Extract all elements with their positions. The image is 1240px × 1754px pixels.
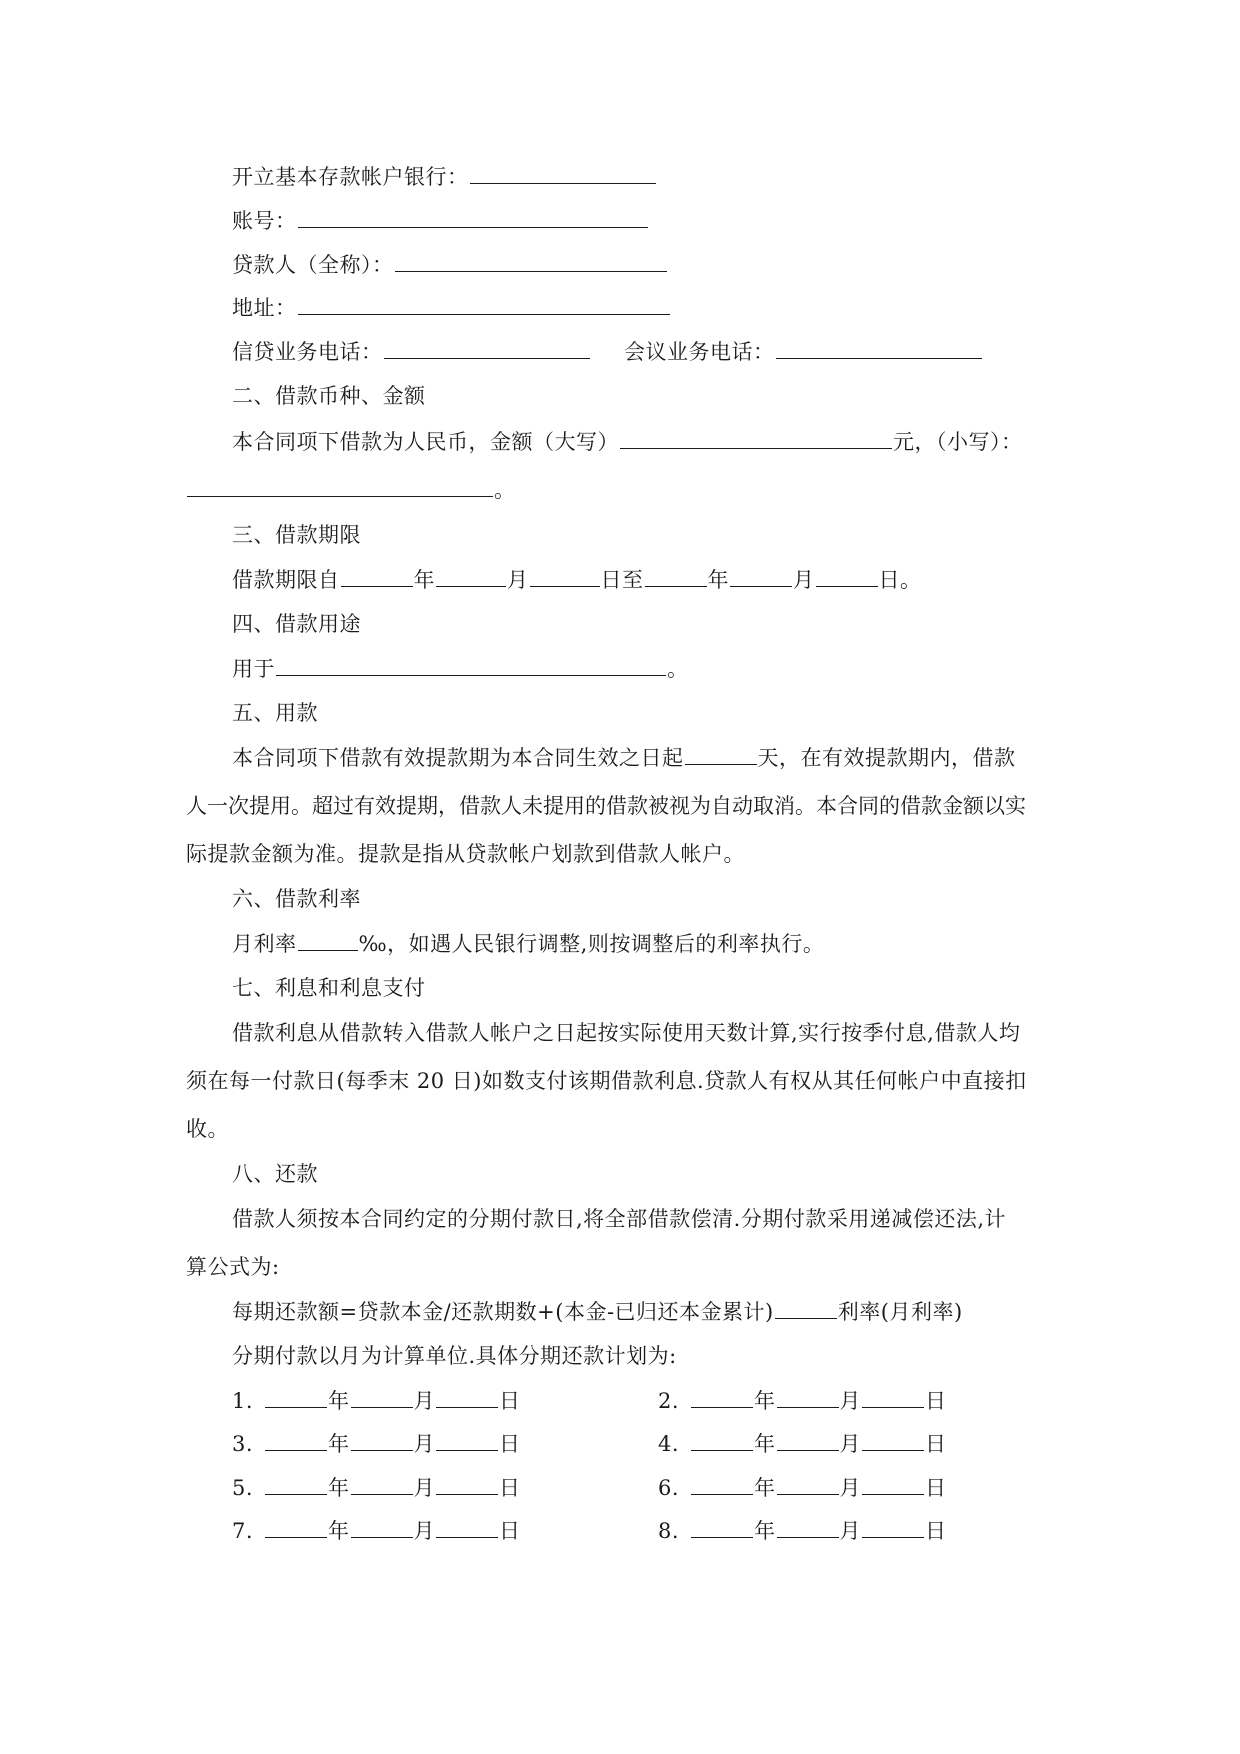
meeting-phone-blank[interactable] <box>776 338 982 359</box>
schedule-row <box>232 1386 521 1416</box>
section-7-title: 七、利息和利息支付 <box>232 976 426 1000</box>
schedule-number: 3. <box>232 1432 254 1456</box>
year-blank[interactable] <box>265 1474 327 1495</box>
address-blank[interactable] <box>298 294 670 315</box>
month-blank[interactable] <box>351 1474 413 1495</box>
year-blank[interactable] <box>265 1430 327 1451</box>
schedule-number: 6. <box>658 1476 680 1500</box>
schedule-row <box>658 1429 947 1459</box>
section-7-line-1: 借款利息从借款转入借款人帐户之日起按实际使用天数计算,实行按季付息,借款人均 <box>232 1021 1021 1045</box>
day-end-text: 日。 <box>878 568 922 592</box>
section-6-title: 六、借款利率 <box>232 887 361 911</box>
start-day-blank[interactable] <box>530 566 600 587</box>
section-8-line-2: 算公式为: <box>186 1255 280 1279</box>
year-blank[interactable] <box>691 1387 753 1408</box>
month-blank[interactable] <box>777 1387 839 1408</box>
plan-line: 分期付款以月为计算单位.具体分期还款计划为: <box>232 1344 677 1368</box>
schedule-number: 2. <box>658 1389 680 1413</box>
section-5-line-2: 人一次提用。超过有效提期，借款人未提用的借款被视为自动取消。本合同的借款金额以实 <box>186 794 1026 818</box>
schedule-number: 8. <box>658 1519 680 1543</box>
month-blank[interactable] <box>351 1430 413 1451</box>
monthly-rate-blank[interactable] <box>298 930 358 951</box>
end-month-blank[interactable] <box>730 566 792 587</box>
day-blank[interactable] <box>862 1474 924 1495</box>
meeting-phone-field <box>624 337 983 367</box>
month-blank[interactable] <box>777 1517 839 1538</box>
section-5-line-3: 际提款金额为准。提款是指从贷款帐户划款到借款人帐户。 <box>186 842 745 866</box>
rate-line <box>232 929 824 959</box>
section-2-line-1 <box>232 427 1023 457</box>
schedule-row <box>232 1429 521 1459</box>
month-blank[interactable] <box>777 1430 839 1451</box>
day-char: 日 <box>925 1519 947 1543</box>
drawdown-text: 本合同项下借款有效提款期为本合同生效之日起 <box>232 746 684 770</box>
credit-phone-blank[interactable] <box>384 338 590 359</box>
schedule-number: 1. <box>232 1389 254 1413</box>
drawdown-days-blank[interactable] <box>685 744 757 765</box>
day-to-text: 日至 <box>600 568 644 592</box>
phone-fields <box>232 337 591 367</box>
month-char: 月 <box>413 1519 435 1543</box>
formula-line <box>232 1297 963 1327</box>
year-blank[interactable] <box>691 1430 753 1451</box>
schedule-number: 5. <box>232 1476 254 1500</box>
start-month-blank[interactable] <box>436 566 506 587</box>
account-label: 账号： <box>232 209 297 233</box>
schedule-row <box>658 1516 947 1546</box>
year-blank[interactable] <box>265 1517 327 1538</box>
section-3-title: 三、借款期限 <box>232 523 361 547</box>
year-char: 年 <box>328 1432 350 1456</box>
address-field <box>232 293 671 323</box>
month-char: 月 <box>413 1432 435 1456</box>
month-char: 月 <box>839 1519 861 1543</box>
purpose-text: 用于 <box>232 657 275 681</box>
year-char: 年 <box>328 1519 350 1543</box>
section-2-title: 二、借款币种、金额 <box>232 384 426 408</box>
amount-text: 本合同项下借款为人民币，金额（大写） <box>232 430 619 454</box>
end-day-blank[interactable] <box>816 566 878 587</box>
bank-blank[interactable] <box>470 163 656 184</box>
day-blank[interactable] <box>436 1517 498 1538</box>
address-label: 地址： <box>232 296 297 320</box>
month-blank[interactable] <box>777 1474 839 1495</box>
section-5-line-1 <box>232 743 1016 773</box>
day-char: 日 <box>499 1519 521 1543</box>
section-2-line-2 <box>186 475 516 505</box>
meeting-phone-label: 会议业务电话： <box>624 340 775 364</box>
amount-end: 。 <box>494 478 516 502</box>
year-blank[interactable] <box>265 1387 327 1408</box>
day-blank[interactable] <box>436 1430 498 1451</box>
month-char: 月 <box>839 1432 861 1456</box>
day-char: 日 <box>499 1432 521 1456</box>
schedule-number: 4. <box>658 1432 680 1456</box>
year-char: 年 <box>707 568 729 592</box>
formula-blank[interactable] <box>775 1298 837 1319</box>
year-blank[interactable] <box>691 1517 753 1538</box>
schedule-row <box>232 1473 521 1503</box>
formula-text-2: 利率(月利率) <box>837 1300 963 1324</box>
section-7-line-3: 收。 <box>186 1117 229 1141</box>
amount-figures-blank[interactable] <box>187 476 493 497</box>
year-char: 年 <box>328 1476 350 1500</box>
month-char: 月 <box>793 568 815 592</box>
day-char: 日 <box>499 1476 521 1500</box>
section-8-line-1: 借款人须按本合同约定的分期付款日,将全部借款偿清.分期付款采用递减偿还法,计 <box>232 1207 1007 1231</box>
day-char: 日 <box>925 1476 947 1500</box>
year-blank[interactable] <box>691 1474 753 1495</box>
schedule-row <box>658 1473 947 1503</box>
year-char: 年 <box>413 568 435 592</box>
day-blank[interactable] <box>436 1387 498 1408</box>
month-char: 月 <box>839 1389 861 1413</box>
credit-phone-label: 信贷业务电话： <box>232 340 383 364</box>
year-char: 年 <box>754 1476 776 1500</box>
month-char: 月 <box>413 1389 435 1413</box>
month-char: 月 <box>413 1476 435 1500</box>
lender-blank[interactable] <box>395 251 667 272</box>
day-blank[interactable] <box>862 1430 924 1451</box>
schedule-number: 7. <box>232 1519 254 1543</box>
day-blank[interactable] <box>436 1474 498 1495</box>
account-blank[interactable] <box>298 207 648 228</box>
end-year-blank[interactable] <box>645 566 707 587</box>
month-blank[interactable] <box>351 1517 413 1538</box>
section-5-title: 五、用款 <box>232 701 318 725</box>
term-from-text: 借款期限自 <box>232 568 340 592</box>
section-8-title: 八、还款 <box>232 1162 318 1186</box>
schedule-row <box>658 1386 947 1416</box>
month-blank[interactable] <box>351 1387 413 1408</box>
month-char: 月 <box>507 568 529 592</box>
bank-label: 开立基本存款帐户银行： <box>232 165 469 189</box>
day-char: 日 <box>925 1432 947 1456</box>
day-blank[interactable] <box>862 1517 924 1538</box>
loan-term-line <box>232 565 922 595</box>
day-char: 日 <box>925 1389 947 1413</box>
day-blank[interactable] <box>862 1387 924 1408</box>
rate-text-2: ‰，如遇人民银行调整,则按调整后的利率执行。 <box>358 932 825 956</box>
year-char: 年 <box>328 1389 350 1413</box>
purpose-end: 。 <box>667 657 689 681</box>
year-char: 年 <box>754 1432 776 1456</box>
rate-text: 月利率 <box>232 932 297 956</box>
section-4-title: 四、借款用途 <box>232 612 361 636</box>
month-char: 月 <box>839 1476 861 1500</box>
bank-field <box>232 162 657 192</box>
account-field <box>232 206 649 236</box>
amount-words-blank[interactable] <box>620 428 892 449</box>
formula-text: 每期还款额=贷款本金/还款期数+(本金-已归还本金累计) <box>232 1300 774 1324</box>
purpose-blank[interactable] <box>276 655 666 676</box>
day-char: 日 <box>499 1389 521 1413</box>
lender-field <box>232 250 668 280</box>
lender-label: 贷款人（全称）： <box>232 253 394 277</box>
year-char: 年 <box>754 1519 776 1543</box>
schedule-row <box>232 1516 521 1546</box>
start-year-blank[interactable] <box>341 566 413 587</box>
year-char: 年 <box>754 1389 776 1413</box>
purpose-line <box>232 654 689 684</box>
drawdown-text-2: 天，在有效提款期内，借款 <box>757 746 1016 770</box>
section-7-line-2: 须在每一付款日(每季末 20 日)如数支付该期借款利息.贷款人有权从其任何帐户中直接扣 <box>186 1069 1027 1093</box>
amount-text-2: 元，（小写）： <box>893 430 1023 454</box>
